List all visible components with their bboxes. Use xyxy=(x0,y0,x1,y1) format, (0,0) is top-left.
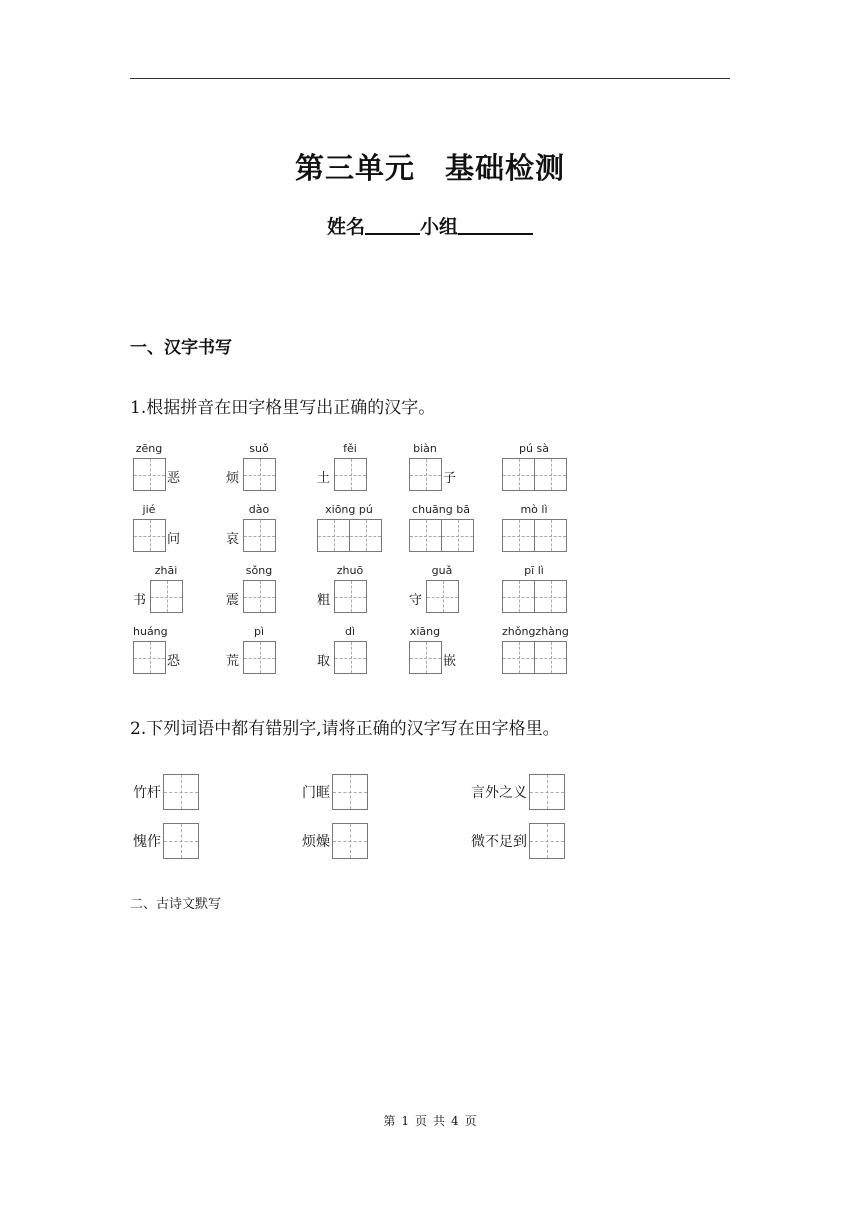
given-char-before: 书 xyxy=(133,593,147,608)
pinyin-label: pī lì xyxy=(524,564,544,577)
tianzige-box[interactable] xyxy=(409,641,442,674)
tianzige-box[interactable] xyxy=(502,519,535,552)
given-char-before: 震 xyxy=(226,593,240,608)
tianzige-box[interactable] xyxy=(426,580,459,613)
tianzige-box[interactable] xyxy=(332,774,368,810)
footer-mid: 页 xyxy=(414,1114,427,1128)
tianzige-box[interactable] xyxy=(243,519,276,552)
typo-word: 竹杆 xyxy=(133,785,161,801)
pinyin-label: dào xyxy=(248,503,270,516)
question-1: 1.根据拼音在田字格里写出正确的汉字。 xyxy=(130,398,436,418)
tianzige-box[interactable] xyxy=(529,774,565,810)
header-rule xyxy=(130,78,730,79)
typo-word: 烦燥 xyxy=(302,834,330,850)
section-heading-1: 一、汉字书写 xyxy=(130,338,232,358)
typo-item xyxy=(133,823,199,859)
tianzige-group xyxy=(133,519,166,551)
given-char-before: 取 xyxy=(317,654,331,669)
typo-item xyxy=(471,774,565,810)
given-char-before: 荒 xyxy=(226,654,240,669)
tianzige-box[interactable] xyxy=(349,519,382,552)
tianzige-box[interactable] xyxy=(163,823,199,859)
tianzige-box[interactable] xyxy=(243,458,276,491)
tianzige-box[interactable] xyxy=(409,458,442,491)
given-char-before: 哀 xyxy=(226,532,240,547)
tianzige-group xyxy=(409,641,442,673)
pinyin-label: xiōng pú xyxy=(325,503,373,516)
typo-item xyxy=(133,774,199,810)
pinyin-label: suǒ xyxy=(249,442,269,455)
pinyin-label: dì xyxy=(344,625,356,638)
given-char-after: 子 xyxy=(443,471,457,486)
given-char-before: 粗 xyxy=(317,593,331,608)
footer-of: 共 xyxy=(433,1114,446,1128)
title-test: 基础检测 xyxy=(445,151,566,185)
tianzige-box[interactable] xyxy=(409,519,442,552)
tianzige-group xyxy=(502,458,567,490)
tianzige-group xyxy=(409,519,474,551)
tianzige-box[interactable] xyxy=(133,458,166,491)
tianzige-box[interactable] xyxy=(502,580,535,613)
pinyin-label: xiāng xyxy=(409,625,441,638)
tianzige-group xyxy=(334,458,367,490)
tianzige-group xyxy=(409,458,442,490)
name-label: 姓名 xyxy=(326,216,365,238)
tianzige-box[interactable] xyxy=(534,519,567,552)
typo-word: 门眶 xyxy=(302,785,330,801)
tianzige-box[interactable] xyxy=(163,774,199,810)
pinyin-label: biàn xyxy=(413,442,437,455)
tianzige-box[interactable] xyxy=(534,641,567,674)
tianzige-group xyxy=(334,641,367,673)
pinyin-label: pú sà xyxy=(519,442,549,455)
pinyin-label: mò lì xyxy=(520,503,548,516)
typo-word: 言外之义 xyxy=(471,785,527,801)
group-label: 小组 xyxy=(420,216,459,238)
pinyin-label: zhǒngzhàng xyxy=(502,625,569,638)
tianzige-box[interactable] xyxy=(133,641,166,674)
tianzige-box[interactable] xyxy=(332,823,368,859)
pinyin-label: zhāi xyxy=(154,564,178,577)
footer-page-number: 1 xyxy=(401,1114,409,1128)
given-char-before: 烦 xyxy=(226,471,240,486)
tianzige-group xyxy=(317,519,382,551)
tianzige-box[interactable] xyxy=(334,580,367,613)
tianzige-group xyxy=(243,641,276,673)
tianzige-group xyxy=(334,580,367,612)
tianzige-group xyxy=(243,519,276,551)
typo-word: 愧作 xyxy=(133,834,161,850)
tianzige-group xyxy=(243,580,276,612)
page-footer xyxy=(0,1112,860,1129)
given-char-after: 嵌 xyxy=(443,654,457,669)
typo-item xyxy=(302,823,368,859)
pinyin-label: sǒng xyxy=(245,564,273,577)
name-blank[interactable] xyxy=(365,215,420,235)
tianzige-box[interactable] xyxy=(317,519,350,552)
given-char-before: 守 xyxy=(409,593,423,608)
tianzige-group xyxy=(133,641,166,673)
group-blank[interactable] xyxy=(458,215,533,235)
pinyin-label: chuāng bā xyxy=(412,503,470,516)
pinyin-label: fěi xyxy=(343,442,357,455)
tianzige-box[interactable] xyxy=(334,641,367,674)
given-char-before: 土 xyxy=(317,471,331,486)
tianzige-box[interactable] xyxy=(243,580,276,613)
pinyin-label: pì xyxy=(253,625,265,638)
tianzige-group xyxy=(133,458,166,490)
typo-word: 微不足到 xyxy=(471,834,527,850)
tianzige-box[interactable] xyxy=(243,641,276,674)
tianzige-group xyxy=(243,458,276,490)
footer-post: 页 xyxy=(464,1114,477,1128)
tianzige-group xyxy=(502,519,567,551)
tianzige-group xyxy=(502,641,567,673)
given-char-after: 恐 xyxy=(167,654,181,669)
pinyin-label: zēng xyxy=(135,442,163,455)
tianzige-box[interactable] xyxy=(502,458,535,491)
tianzige-box[interactable] xyxy=(334,458,367,491)
pinyin-label: guǎ xyxy=(431,564,453,577)
given-char-after: 恶 xyxy=(167,471,181,486)
tianzige-box[interactable] xyxy=(133,519,166,552)
footer-pre: 第 xyxy=(383,1114,396,1128)
tianzige-group xyxy=(150,580,183,612)
footer-total-pages: 4 xyxy=(451,1114,459,1128)
pinyin-label: zhuō xyxy=(336,564,364,577)
tianzige-box[interactable] xyxy=(150,580,183,613)
tianzige-box[interactable] xyxy=(441,519,474,552)
title-unit: 第三单元 xyxy=(294,151,415,185)
pinyin-label: huáng xyxy=(133,625,168,638)
given-char-after: 问 xyxy=(167,532,181,547)
tianzige-group xyxy=(426,580,459,612)
tianzige-box[interactable] xyxy=(502,641,535,674)
pinyin-label: jié xyxy=(142,503,156,516)
question-2: 2.下列词语中都有错别字,请将正确的汉字写在田字格里。 xyxy=(130,719,560,739)
section-heading-2: 二、古诗文默写 xyxy=(130,897,222,912)
tianzige-box[interactable] xyxy=(534,580,567,613)
tianzige-group xyxy=(502,580,567,612)
page-title xyxy=(0,146,860,187)
typo-item xyxy=(471,823,565,859)
tianzige-box[interactable] xyxy=(529,823,565,859)
typo-item xyxy=(302,774,368,810)
name-group-line xyxy=(0,212,860,239)
tianzige-box[interactable] xyxy=(534,458,567,491)
